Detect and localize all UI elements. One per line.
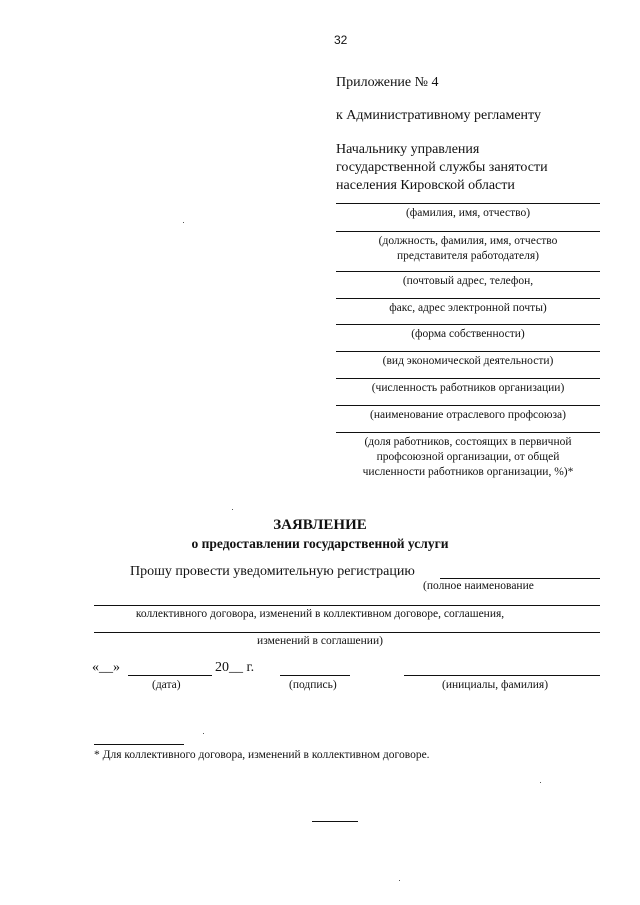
hint-agreement-changes: изменений в соглашении) xyxy=(257,635,383,647)
footnote: * Для коллективного договора, изменений в коллективном договоре. xyxy=(94,749,430,761)
scan-speck xyxy=(232,509,233,510)
fill-line xyxy=(128,675,212,676)
field-caption-ownership: (форма собственности) xyxy=(411,328,525,340)
fill-line xyxy=(440,578,600,579)
addressee-line: государственной службы занятости xyxy=(336,160,548,175)
hint-full-name: (полное наименование xyxy=(423,580,534,592)
appendix-heading: Приложение № 4 xyxy=(336,75,439,90)
date-day-field: «__» xyxy=(92,660,120,675)
fill-line xyxy=(336,378,600,379)
field-caption-headcount: (численность работников организации) xyxy=(371,382,565,394)
regulation-reference: к Административному регламенту xyxy=(336,108,541,123)
end-rule xyxy=(312,821,358,822)
footnote-separator xyxy=(94,744,184,745)
initials-caption: (инициалы, фамилия) xyxy=(442,679,549,691)
addressee-line: Начальнику управления xyxy=(336,142,480,157)
signature-caption: (подпись) xyxy=(289,679,337,691)
fill-line xyxy=(336,405,600,406)
field-caption-contacts: факс, адрес электронной почты) xyxy=(389,302,547,314)
scan-speck xyxy=(540,782,541,783)
fill-line xyxy=(280,675,350,676)
fill-line xyxy=(336,298,600,299)
scan-speck xyxy=(183,222,184,223)
field-caption-fio: (фамилия, имя, отчество) xyxy=(405,207,531,219)
fill-line xyxy=(94,632,600,633)
field-caption-union-share: (доля работников, состоящих в первичной профсоюзной организации, от общей численности работников организации, %)* xyxy=(362,436,574,478)
fill-line xyxy=(336,351,600,352)
field-caption-union: (наименование отраслевого профсоюза) xyxy=(370,409,566,421)
fill-line xyxy=(336,231,600,232)
fill-line xyxy=(336,203,600,204)
statement-title: ЗАЯВЛЕНИЕ xyxy=(273,517,367,533)
date-caption: (дата) xyxy=(152,679,181,691)
fill-line xyxy=(404,675,600,676)
addressee-line: населения Кировской области xyxy=(336,178,515,193)
fill-line xyxy=(336,432,600,433)
page-number: 32 xyxy=(334,33,348,47)
hint-agreement-type: коллективного договора, изменений в коллективном договоре, соглашения, xyxy=(135,608,505,620)
scan-speck xyxy=(203,733,204,734)
fill-line xyxy=(336,271,600,272)
field-caption-activity: (вид экономической деятельности) xyxy=(382,355,554,367)
fill-line xyxy=(336,324,600,325)
field-caption-address: (почтовый адрес, телефон, xyxy=(402,275,534,287)
fill-line xyxy=(94,605,600,606)
scan-speck xyxy=(399,880,400,881)
field-caption-position: (должность, фамилия, имя, отчество представителя работодателя) xyxy=(378,235,558,262)
request-text: Прошу провести уведомительную регистрацию xyxy=(130,564,415,579)
statement-subtitle: о предоставлении государственной услуги xyxy=(191,536,449,551)
date-year-field: 20__ г. xyxy=(215,660,255,675)
